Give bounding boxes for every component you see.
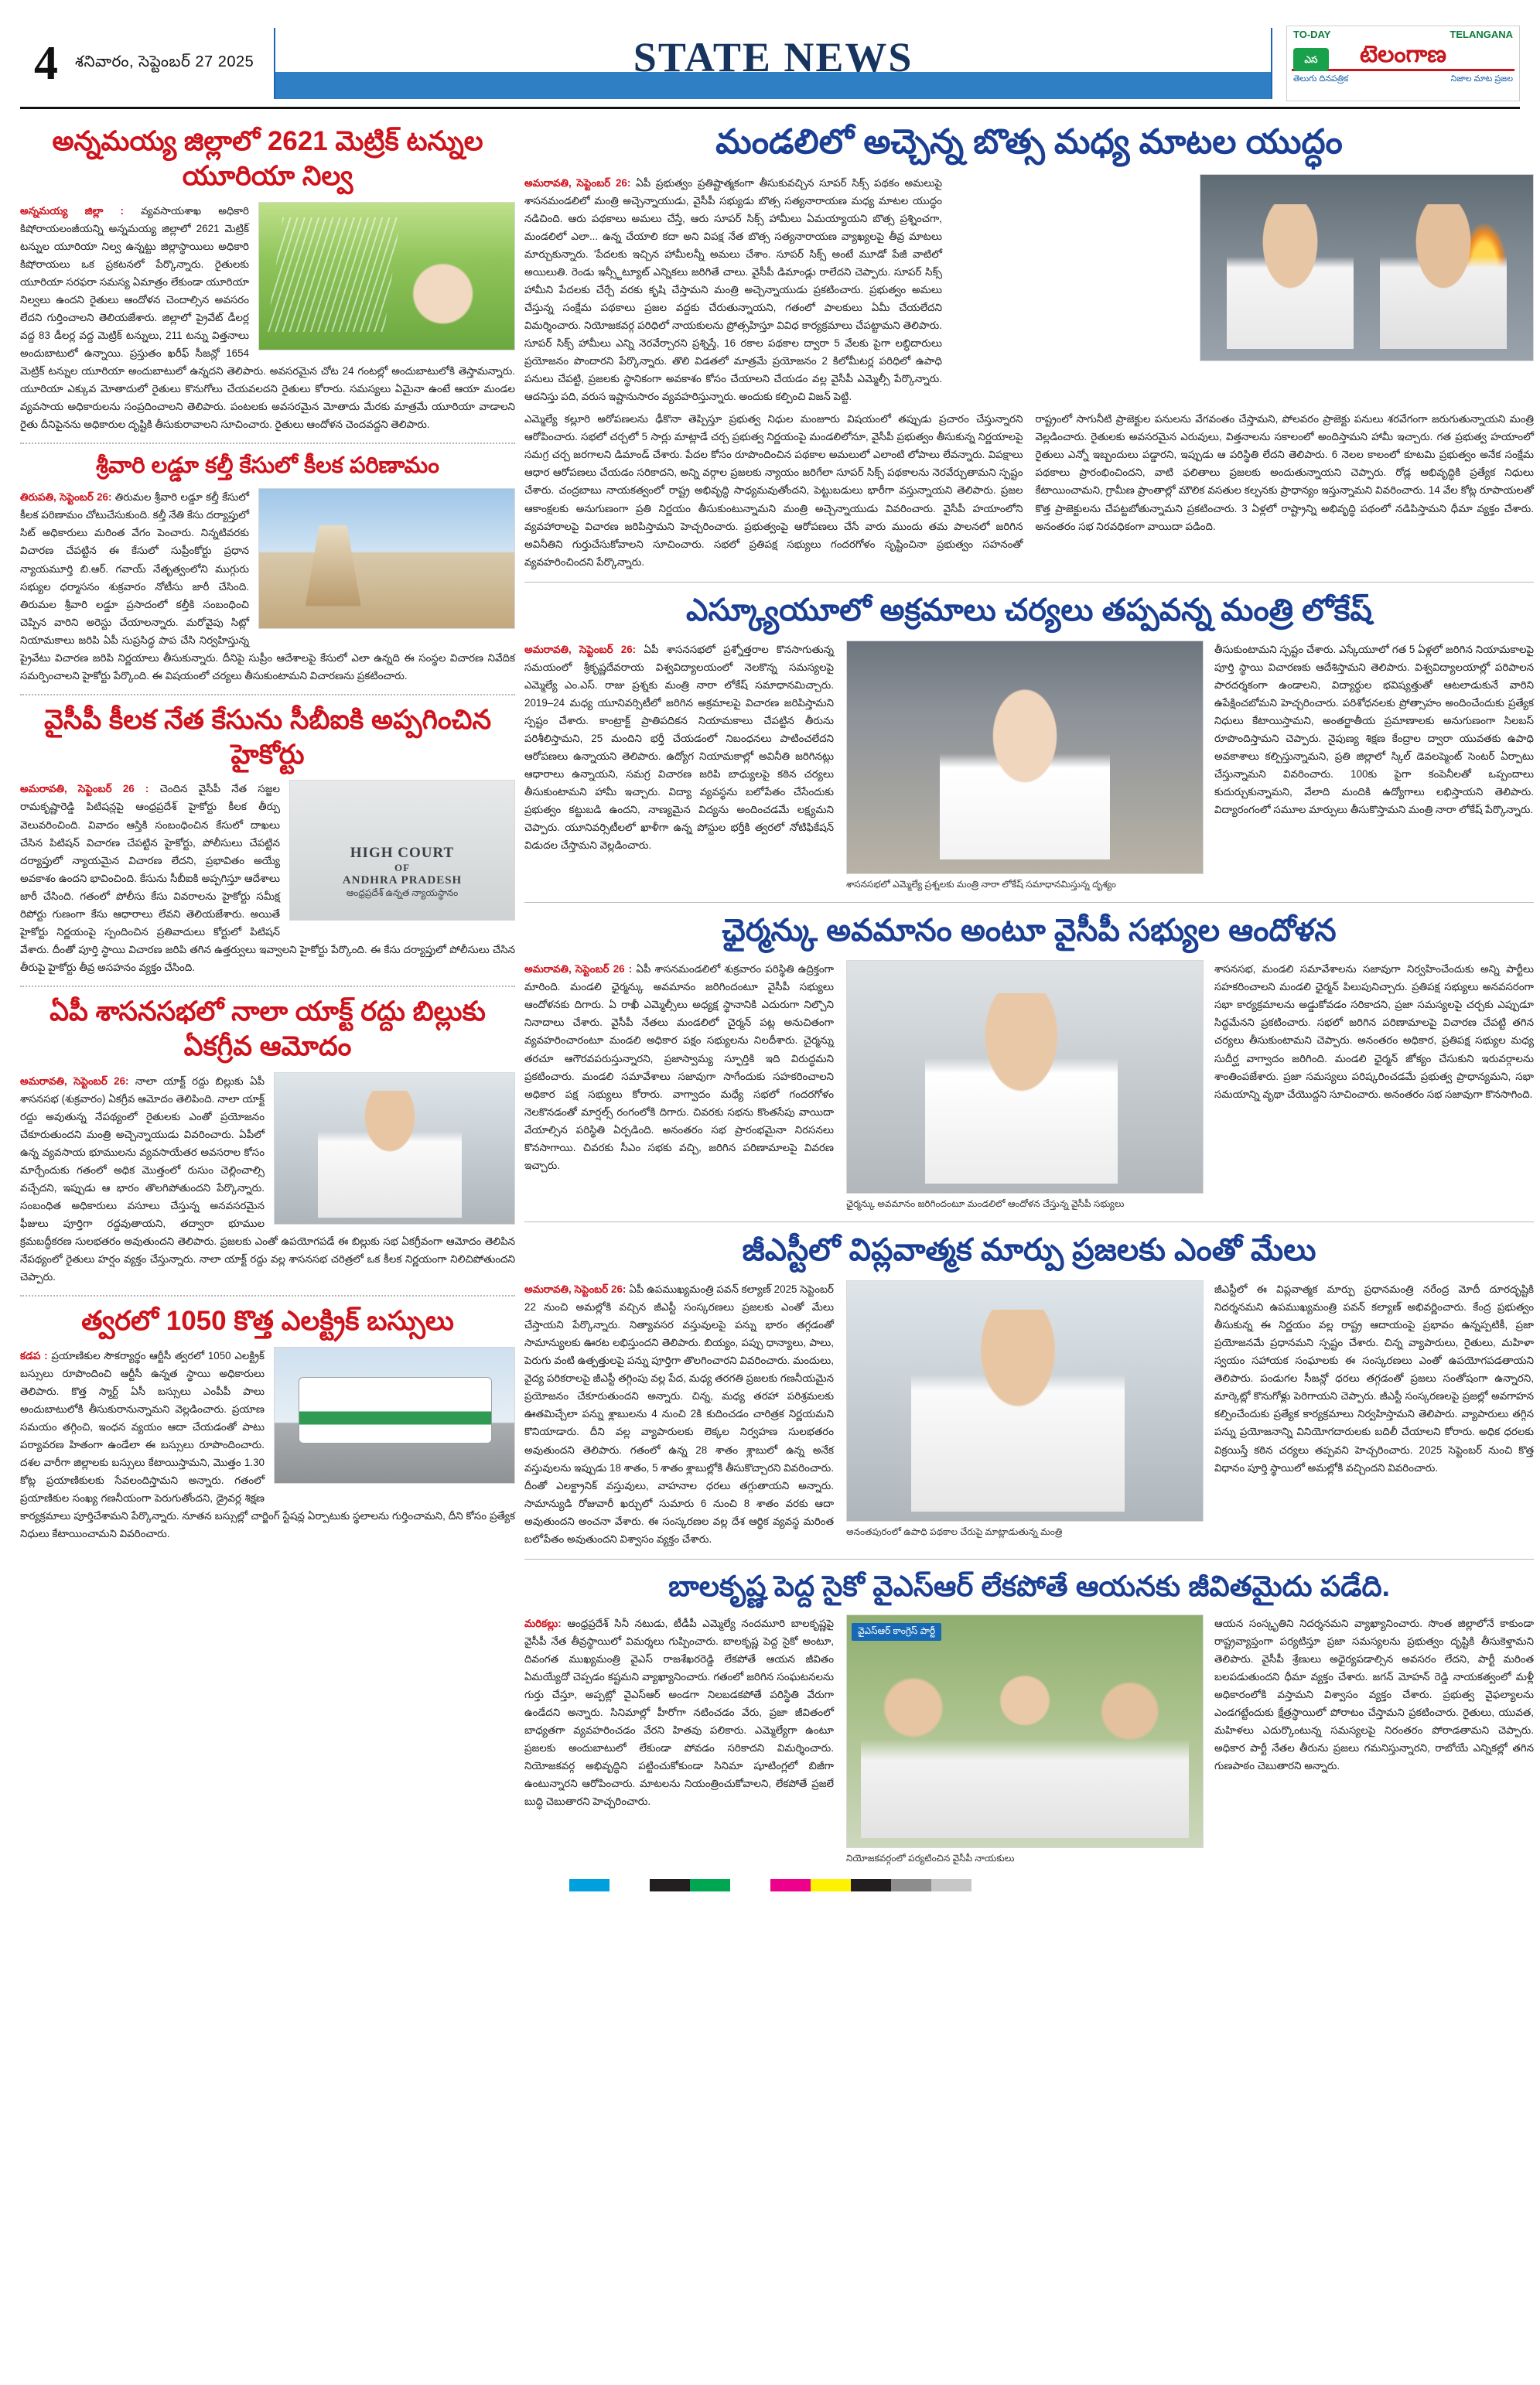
article-nala-act-text: నాలా యాక్ట్ రద్దు బిల్లుకు ఏపీ శాసనసభ (శుక్రవారం) ఏకగ్రీవ ఆమోదం తెలిపింది. నాలా యాక్ట్ రద్దు అవుతున్న నేపథ్యంలో రైతులకు ఎంతో ప్రయోజనం చేకూరుతుందని మంత్రి అచ్చెన్నాయుడు వివరించారు. ఏపీలో ఉన్న వ్యవసాయ భూములను వ్యవసాయేతర అవసరాల కోసం మార్చేందుకు గతంలో అధిక మొత్తంలో రుసుం చెల్లించాల్సి వచ్చేదని, ఇప్పుడు ఆ భారం తొలగిపోతుందని పేర్కొన్నారు. సంబంధిత అధికారులు వసూలు చేస్తున్న అనవసరమైన ఫీజులు పూర్తిగా రద్దవుతాయని, తద్వారా భూముల క్రమబద్ధీకరణ సులభతరం అవుతుందని తెలిపారు. ప్రజలకు ఎంతో ఉపయోగపడే ఈ బిల్లుకు సభ ఏకగ్రీవంగా ఆమోదం తెలిపిన నేపథ్యంలో రైతులు హర్షం వ్యక్తం చేస్తున్నారు. నాలా యాక్ట్ రద్దు వల్ల శాసనసభ చరిత్రలో ఒక కీలక నిర్ణయంగా నిలిచిపోతుందని చెప్పారు. <box>20 1075 515 1283</box>
article-ycp-cbi <box>20 703 515 976</box>
article-gst-dateline: అమరావతి, సెప్టెంబర్ 26: <box>524 1283 627 1296</box>
article-gst-caption: అనంతపురంలో ఉపాధి పథకాల చేరుపై మాట్లాడుతున్న మంత్రి <box>846 1526 1063 1538</box>
section-title-banner <box>274 28 1272 99</box>
article-botsa-col3: రాష్ట్రంలో సాగునీటి ప్రాజెక్టుల పనులను వేగవంతం చేస్తామని, పోలవరం ప్రాజెక్టు పనులు శరవేగంగా జరుగుతున్నాయని మంత్రి వెల్లడించారు. రైతులకు అవసరమైన ఎరువులు, విత్తనాలను సకాలంలో అందిస్తామని హామీ ఇచ్చారు. గత ప్రభుత్వ హయాంలో రైతులు ఎన్నో ఇబ్బందులు పడ్డారని, ఇప్పుడు ఆ పరిస్థితి లేదని తెలిపారు. 6 నెలల కాలంలో కూటమి ప్రభుత్వం అనేక సంక్షేమ పథకాలు ప్రారంభించిందని, వాటి ఫలితాలు ప్రజలకు అందుతున్నాయని చెప్పారు. రోడ్ల అభివృద్ధికి ప్రత్యేక నిధులు కేటాయించామని, గ్రామీణ ప్రాంతాల్లో మౌలిక వసతుల కల్పనకు ప్రాధాన్యం ఇస్తున్నామని వివరించారు. 14 వేల కోట్ల రూపాయలతో కొత్త ప్రాజెక్టులను చేపట్టబోతున్నామని ప్రకటించారు. 3 ఏళ్లలో రాష్ట్రాన్ని అభివృద్ధి పథంలో నడిపిస్తామని ధీమా వ్యక్తం చేశారు. అనంతరం సభ నిరవధికంగా వాయిదా పడింది. <box>1035 413 1534 532</box>
article-gst <box>524 1232 1534 1548</box>
logo-top-right: TELANGANA <box>1450 29 1513 40</box>
article-lokesh-col-right: తీసుకుంటామని స్పష్టం చేశారు. ఎస్కేయూలో గత 5 ఏళ్లలో జరిగిన నియామకాలపై పూర్తి స్థాయి విచారణకు ఆదేశిస్తామని తెలిపారు. విశ్వవిద్యాలయాల్లో పరిపాలన పారదర్శకంగా ఉండాలని, విద్యార్థుల భవిష్యత్తుతో ఆటలాడుకునే వారిని ఉపేక్షించబోమని హెచ్చరించారు. పరిశోధనలకు ప్రోత్సాహం అందించేందుకు ప్రత్యేక నిధులు కేటాయిస్తామని, అంతర్జాతీయ ప్రమాణాలకు అనుగుణంగా సిలబస్ రూపొందిస్తామని చెప్పారు. నైపుణ్య శిక్షణ కేంద్రాల ద్వారా యువతకు ఉపాధి అవకాశాలు కల్పిస్తున్నామని, ప్రతి జిల్లాలో స్కిల్ డెవలప్మెంట్ సెంటర్ ఏర్పాటు చేస్తున్నామని వివరించారు. 100కు పైగా కంపెనీలతో ఒప్పందాలు కుదుర్చుకున్నామని, వేలాది మందికి ఉద్యోగాలు లభిస్తాయని తెలిపారు. విద్యారంగంలో సమూల మార్పులు తీసుకొస్తామని మంత్రి నారా లోకేష్ పేర్కొన్నారు. <box>1214 643 1534 815</box>
article-chairman-headline: ఛైర్మన్కు అవమానం అంటూ వైసీపీ సభ్యుల ఆందోళన <box>722 913 1337 948</box>
logo-sub-row <box>1287 73 1519 86</box>
article-chairman-caption: ఛైర్మన్కు అవమానం జరిగిందంటూ మండలిలో ఆందోళన చేస్తున్న వైసీపీ సభ్యులు <box>846 1198 1125 1210</box>
colorbar-swatch <box>891 1879 931 1891</box>
article-botsa-dateline: అమరావతి, సెప్టెంబర్ 26: <box>524 176 631 189</box>
print-registration-colorbar <box>569 1879 971 1891</box>
article-botsa-text-1: ఏపీ ప్రభుత్వం ప్రతిష్టాత్మకంగా తీసుకువచ్చిన సూపర్ సిక్స్ పథకం అమలుపై శాసనమండలిలో మంత్రి అచ్చెన్నాయుడు, వైసీపీ సభ్యుడు బొత్స సత్యనారాయణ మధ్య మాటల యుద్ధం నడిచింది. ఆరు పథకాలు అమలు చేస్తే, ఆరు సూపర్ సిక్స్ హామీలు ఏమయ్యాయని బొత్స ప్రశ్నించగా, మండలిలో ఎలా... ఉన్న చేయాలి కదా అని విపక్ష నేత బొత్స సత్యనారాయణ వ్యాఖ్యలపై తీవ్ర మాటలు మార్చుకున్నారు. 'పేదలకు ఇచ్చిన హామీలన్నీ అమలు చేశాం. సూపర్ సిక్స్ అంటే మూడో పేజీ వాటిలో అయిలుతి. రెండు ఇన్స్టీట్యూట్ ఎన్నికలు జరిగితే చాలు. వైసీపీ డిమాండ్లు రాలేదని చెప్పారు. సూపర్ సిక్స్ హామీని పేదలకు చేర్చే వరకు కృషి చేస్తామని మంత్రి అచ్చెన్నాయుడు ప్రకటించారు. ప్రభుత్వం అమలు చేస్తున్న సంక్షేమ పథకాలు ప్రజల వద్దకు చేరుతున్నాయని, గతంలో పాలకులు ఏమీ చేయలేదని విమర్శించారు. నియోజకవర్గ పరిధిలో నాయకులను ప్రోత్సహిస్తూ వివిధ కార్యక్రమాలు చేపట్టామని తెలిపారు. సూపర్ సిక్స్ హామీలు ఎన్ని నెరవేర్చారని ప్రశ్నిస్తే, 16 రకాల పథకాల ద్వారా 5 వేలకు పైగా లబ్ధిదారులు ప్రయోజనం పొందారని పేర్కొన్నారు. తొలి విడతలో మాత్రమే ప్రయోజనం 2 కిలోమీటర్ల పరిధిలో ఉపాధి పనులు చేపట్టి, ప్రజలకు స్థానికంగా అవకాశం కోసం చేయాలని చేయడం వల్ల వైసీపీ ఎమ్మెల్సీ పేర్కొన్నారు. ఆదనిస్తు పది, వరుస ఇష్టానుసారం వ్యవహరిస్తున్నారు. అందుకు కల్పించి విజన్ పెట్టి. <box>524 176 942 403</box>
article-balakrishna-dateline: మరికల్లు: <box>524 1617 562 1629</box>
article-botsa-col2: ఎమ్మెల్యే కల్లూరి అరోపణలను ఢీకొనా తెప్పిస్తూ ప్రభుత్వ నిధుల మంజూరు విషయంలో తప్పుడు ప్రచారం చేస్తున్నారని ఆరోపించారు. సభలో చర్చలో 5 సార్లు మాట్లాడే చర్చ ప్రభుత్వ నిర్ణయంపై మండలిలోనూ, వైసీపీ ప్రభుత్వం తీసుకున్న నిర్ణయాలపై సమగ్ర చర్చ జరగాలని డిమాండ్ చేశారు. పేదల కోసం రూపొందించిన పథకాల అమలులో ఎలాంటి లోపాలు లేవన్నారు. విపక్షాలు ఆధార ఆరోపణలు చేయడం సరికాదని, అన్ని వర్గాల ప్రజలకు న్యాయం జరిగేలా సూపర్ సిక్స్ పథకాలను నెరవేర్చుతామని స్పష్టం చేశారు. చంద్రబాబు నాయకత్వంలో రాష్ట్ర అభివృద్ధి సాధ్యమవుతోందని, పెట్టుబడులు భారీగా వస్తున్నాయని తెలిపారు. ప్రజల ఆకాంక్షలకు అనుగుణంగా ప్రతి నిర్ణయం తీసుకుంటున్నామని మంత్రి అచ్చెన్నాయుడు వివరించారు. వైసీపీ హయాంలోని వ్యవహారాలపై విచారణ జరిపిస్తామని హెచ్చరించారు. ప్రభుత్వంపై ఆరోపణలు చేసే వారు ముందు తమ పాలనలో జరిగిన అవినీతిని గుర్తుచేసుకోవాలని సూచించారు. సభలో ప్రతిపక్ష సభ్యులు గందరగోళం సృష్టించినా ప్రభుత్వం సహనంతో వ్యవహరించిందని పేర్కొన్నారు. <box>524 413 1023 568</box>
article-gst-col-right: జీఎస్టీలో ఈ విప్లవాత్మక మార్పు ప్రధానమంత్రి నరేంద్ర మోదీ దూరదృష్టికి నిదర్శనమని ఉపముఖ్యమంత్రి పవన్ కల్యాణ్ అభివర్ణించారు. కేంద్ర ప్రభుత్వం తీసుకున్న ఈ నిర్ణయం వల్ల రాష్ట్ర ఆదాయంపై ప్రభావం ఉన్నప్పటికీ, ప్రజా ప్రయోజనమే ప్రధానమని స్పష్టం చేశారు. చిన్న వ్యాపారులు, రైతులు, మహిళా స్వయం సహాయక సంఘాలకు ఈ సంస్కరణలు ఎంతో ఉపయోగపడతాయని తెలిపారు. పండుగల సీజన్లో ధరలు తగ్గడంతో ప్రజలు సంతోషంగా ఉన్నారని, మార్కెట్లో కొనుగోళ్లు పెరిగాయని చెప్పారు. జీఎస్టీ సంస్కరణలపై ప్రజల్లో అవగాహన కల్పించేందుకు ప్రత్యేక కార్యక్రమాలు నిర్వహిస్తామని తెలిపారు. వ్యాపారులు తగ్గిన పన్ను ప్రయోజనాన్ని వినియోగదారులకు బదిలీ చేయాలని కోరారు. అధిక ధరలకు విక్రయిస్తే కఠిన చర్యలు తప్పవని హెచ్చరించారు. 2025 సెప్టెంబర్ నుంచి కొత్త విధానం పూర్తి స్థాయిలో అమల్లోకి వచ్చిందని వివరించారు. <box>1214 1283 1534 1474</box>
publication-date: శనివారం, సెప్టెంబర్ 27 2025 <box>75 53 254 70</box>
article-chairman <box>524 912 1534 1211</box>
left-column <box>20 120 515 1865</box>
article-balakrishna <box>524 1569 1534 1865</box>
article-botsa-col1 <box>524 174 942 406</box>
colorbar-swatch <box>690 1879 730 1891</box>
article-lokesh-caption: శాసనసభలో ఎమ్మెల్యే ప్రశ్నలకు మంత్రి నారా లోకేష్ సమాధానమిస్తున్న దృశ్యం <box>846 878 1116 890</box>
colorbar-swatch <box>730 1879 770 1891</box>
article-laddu-photo <box>258 488 515 629</box>
colorbar-swatch <box>811 1879 851 1891</box>
divider-1 <box>20 442 515 444</box>
divider-2 <box>20 694 515 695</box>
article-botsa <box>524 121 1534 571</box>
article-nala-act-headline: ఏపీ శాసనసభలో నాలా యాక్ట్ రద్దు బిల్లుకు ఏకగ్రీవ ఆమోదం <box>50 996 486 1061</box>
logo-wordmark: టెలంగాణ <box>1359 42 1447 67</box>
divider-3 <box>20 986 515 987</box>
article-lokesh-headline: ఎస్క్యూయూలో అక్రమాలు చర్యలు తప్పవన్న మంత్రి లోకేష్ <box>686 593 1372 627</box>
article-gst-col-left <box>524 1280 834 1548</box>
divider-5 <box>524 582 1534 583</box>
article-laddu-headline: శ్రీవారి లడ్డూ కల్తీ కేసులో కీలక పరిణామం <box>96 453 439 479</box>
article-ycp-cbi-dateline: అమరావతి, సెప్టెంబర్ 26 : <box>20 783 149 795</box>
article-lokesh-text-left: ఏపీ శాసనసభలో ప్రశ్నోత్తరాల కొనసాగుతున్న సమయంలో శ్రీకృష్ణదేవరాయ విశ్వవిద్యాలయంలో నెలకొన్న సమస్యలపై ఎమ్మెల్యే ఎం.ఎస్. రాజు ప్రశ్నకు మంత్రి నారా లోకేష్ సమాధానమిచ్చారు. 2019–24 మధ్య యూనివర్సిటీలో జరిగిన అక్రమాలపై విచారణ జరిపిస్తామని స్పష్టం చేశారు. కాంట్రాక్ట్ ప్రాతిపదికన నియామకాలు చేపట్టిన తీరును పరిశీలిస్తామని, 25 మందిని భర్తీ చేయడంలో నిబంధనలు పాటించలేదని ఆరోపణలు ఉన్నాయని తెలిపారు. ఉద్యోగ నియామకాల్లో అవినీతి జరిగినట్లు ఆధారాలు ఉన్నాయని, సమగ్ర విచారణ జరిపి బాధ్యులపై కఠిన చర్యలు తీసుకుంటామని హామీ ఇచ్చారు. విద్యా వ్యవస్థను బలోపేతం చేసేందుకు ప్రభుత్వం కట్టుబడి ఉందని, నాణ్యమైన విద్యను అందించడమే లక్ష్యమని చెప్పారు. యూనివర్సిటీలలో ఖాళీగా ఉన్న పోస్టుల భర్తీకి త్వరలో నోటిఫికేషన్ విడుదల చేస్తామని వెల్లడించారు. <box>524 643 834 852</box>
article-urea-photo <box>258 202 515 350</box>
article-lokesh-photo <box>846 641 1204 874</box>
colorbar-swatch <box>650 1879 690 1891</box>
logo-top-left: TO-DAY <box>1293 29 1331 40</box>
party-poster-label: వైఎస్ఆర్ కాంగ్రెస్ పార్టీ <box>852 1623 941 1641</box>
article-ebuses-dateline: కడప : <box>20 1349 48 1362</box>
article-nala-act-dateline: అమరావతి, సెప్టెంబర్ 26: <box>20 1075 129 1087</box>
colorbar-swatch <box>770 1879 811 1891</box>
article-laddu-text: తిరుమల శ్రీవారి లడ్డూ కల్తీ కేసులో కీలక పరిణామం చోటుచేసుకుంది. కల్తీ నేతి కేసు దర్యాప్తులో సిట్ అధికారులు మరింత వేగం పెంచారు. నిన్నటివరకు విచారణ చేపట్టిన ఈ కేసులో సుప్రీంకోర్టు ప్రధాన న్యాయమూర్తి బి.ఆర్. గవాయ్ నేతృత్వంలోని ముగ్గురు సభ్యుల ధర్మాసనం శుక్రవారం నోటీసు జారీ చేసింది. తిరుమల శ్రీవారి లడ్డూ ప్రసాదంలో కల్తీకి సంబంధించి చెప్పిన వారిని అరెస్టు చేయాలన్నారు. మరోవైపు సిట్లో నియామకాలు జరిపి ఏపీ సుప్రసిద్ధ పాప చేసి నిర్వహిస్తున్న ప్రైవేటు విచారణ జరిపి నిర్ణయాలు తీసుకున్నారు. దీనిపై సుప్రీం ఆదేశాలపై కేసులో ఎలా ఉన్నది ఈ సంస్థల విచారణ నివేదిక సమర్పించాలని హైకోర్టు పేర్కొంది. ఈ విషయంలో చర్యలు తీసుకుంటామని విచారణను ప్రకటించారు. <box>20 491 515 682</box>
article-laddu-dateline: తిరుపతి, సెప్టెంబర్ 26: <box>20 491 112 504</box>
article-urea <box>20 125 515 433</box>
article-chairman-col-left <box>524 960 834 1211</box>
article-balakrishna-col-left <box>524 1614 834 1865</box>
article-ebuses <box>20 1304 515 1543</box>
logo-top-row <box>1287 26 1519 40</box>
article-botsa-headline: మండలిలో అచ్చెన్న బొత్స మధ్య మాటల యుద్ధం <box>715 123 1343 161</box>
article-chairman-col-right: శాసనసభ, మండలి సమావేశాలను సజావుగా నిర్వహించేందుకు అన్ని పార్టీలు సహకరించాలని మండలి ఛైర్మన్ పిలుపునిచ్చారు. ప్రతిపక్ష సభ్యులు అనవసరంగా సభా కార్యక్రమాలను అడ్డుకోవడం సరికాదని, ప్రజా సమస్యలపై చర్చకు ఎప్పుడూ సిద్ధమేనని ప్రకటించారు. సభలో జరిగిన పరిణామాలపై విచారణ చేపట్టి తగిన చర్యలు తీసుకుంటామని చెప్పారు. అనంతరం అధికార, ప్రతిపక్ష సభ్యుల మధ్య సుదీర్ఘ వాగ్వాదం జరిగింది. మండలి ఛైర్మన్ జోక్యం చేసుకుని ఇరువర్గాలను శాంతింపజేశారు. ప్రజా సమస్యలు పరిష్కరించడమే ప్రభుత్వ ప్రాధాన్యమని, సభా సమయాన్ని వృథా చేయొద్దని సూచించారు. అనంతరం సభ సజావుగా కొనసాగింది. <box>1214 963 1534 1100</box>
article-ycp-cbi-headline: వైసీపీ కీలక నేత కేసును సీబీఐకి అప్పగించిన హైకోర్టు <box>43 704 492 770</box>
flame-icon <box>1462 223 1507 288</box>
court-building-label: HIGH COURT OF ANDHRA PRADESH ఆంధ్రప్రదేశ్ ఉన్నత న్యాయస్థానం <box>342 845 463 899</box>
page-number: 4 <box>34 37 58 90</box>
article-nala-act <box>20 995 515 1286</box>
divider-8 <box>524 1559 1534 1560</box>
article-nala-act-photo <box>274 1072 515 1225</box>
article-ycp-cbi-text: చెందిన వైసీపీ నేత సజ్జల రామకృష్ణారెడ్డి పిటిషన్లపై ఆంధ్రప్రదేశ్ హైకోర్టు కీలక తీర్పు వెలువరించింది. వివాదం ఆస్తికి సంబంధించిన కేసులో దాఖలు చేసిన పిటిషన్ విచారణ చేపట్టిన హైకోర్టు, పోలీసులు చేపట్టిన దర్యాప్తులో న్యాయమైన విచారణ లేదని, ప్రభావితం అయ్యే అవకాశం ఉందని భావించింది. కేసును సీబీఐకి అప్పగిస్తూ ఆదేశాలు జారీ చేసింది. గతంలో పోలీసు కేసు వివరాలను హైకోర్టు సమీక్ష రిపోర్టు గుణంగా కేసు ఆధారాలు లేవని తెలియజేశారు. అయితే హైకోర్టు నిర్ణయంపై స్పందించిన ప్రతివాదులు కోర్టులో పిటిషన్ వేశారు. దీంతో పూర్తి స్థాయి విచారణ జరిపి తగిన ఉత్తర్వులు ఇవ్వాలని హైకోర్టు పేర్కొంది. ఈ కేసు దర్యాప్తులో పోలీసులు చేసిన తీరుపై హైకోర్టు తీవ్ర అసహనం వ్యక్తం చేసింది. <box>20 783 515 973</box>
colorbar-swatch <box>569 1879 610 1891</box>
article-ycp-cbi-photo <box>289 780 515 921</box>
article-lokesh-col-left <box>524 641 834 891</box>
article-laddu <box>20 452 515 685</box>
article-gst-text-left: ఏపీ ఉపముఖ్యమంత్రి పవన్ కల్యాణ్ 2025 సెప్టెంబర్ 22 నుంచి అమల్లోకి వచ్చిన జీఎస్టీ సంస్కరణలు ప్రజలకు ఎంతో మేలు చేస్తాయని పేర్కొన్నారు. నిత్యావసర వస్తువులపై పన్ను భారం తగ్గడంతో సామాన్యులకు ఊరట లభిస్తుందని తెలిపారు. బియ్యం, పప్పు ధాన్యాలు, పాలు, పెరుగు వంటి ఉత్పత్తులపై పన్ను పూర్తిగా తొలగించారని వివరించారు. మందులు, వైద్య పరికరాలపై జీఎస్టీ తగ్గింపు వల్ల పేద, మధ్య తరగతి ప్రజలకు గణనీయమైన ప్రయోజనం చేకూరుతుందని అన్నారు. చిన్న, మధ్య తరహా పరిశ్రమలకు ఊతమిచ్చేలా పన్ను శ్లాబులను 4 నుంచి 2కి కుదించడం చారిత్రక నిర్ణయమని కొనియాడారు. దీని వల్ల వ్యాపారులకు లెక్కల నిర్వహణ సులభతరం అవుతుందని తెలిపారు. గతంలో ఉన్న 28 శాతం శ్లాబులో ఉన్న అనేక వస్తువులను ఇప్పుడు 18 శాతం, 5 శాతం శ్లాబుల్లోకి తీసుకొచ్చారని వివరించారు. దీంతో ఎలక్ట్రానిక్ వస్తువులు, వాహనాల ధరలు తగ్గుతాయని అన్నారు. సామాన్యుడి రోజువారీ ఖర్చులో సుమారు 6 నుంచి 8 శాతం వరకు ఆదా అవుతుందని అంచనా వేశారు. ఈ సంస్కరణల వల్ల దేశ ఆర్థిక వ్యవస్థ మరింత బలోపేతం అవుతుందని విశ్వాసం వ్యక్తం చేశారు. <box>524 1283 834 1545</box>
article-ebuses-headline: త్వరలో 1050 కొత్త ఎలక్ట్రిక్ బస్సులు <box>81 1306 454 1337</box>
article-urea-text: వ్యవసాయశాఖ అధికారి కిషోరాయలంజీయన్ని అన్నమయ్య జిల్లాలో 2621 మెట్రిక్ టన్నుల యూరియా నిల్వ ఉన్నట్టు జిల్లాస్థాయిలు అధికారి కిషోరాయలు ఒక ప్రకటనలో పేర్కొన్నారు. రైతులకు యూరియా సరఫరా సమస్య ఏమాత్రం లేకుండా యూరియా నిల్వలు ఉందని రైతులు ఆందోళన చెందాల్సిన అవసరం లేదని గుర్తించాలని తెలియజేశారు. జిల్లాలో ప్రైవేట్ డీలర్ల వద్ద 83 డీలర్ల వద్ద మెట్రిక్ టన్నులు, 211 టన్ను విత్తనాలు అందుబాటులో ఉన్నాయి. ప్రస్తుతం ఖరీఫ్ సీజన్లో 1654 మెట్రిక్ టన్నుల యూరియా అందుబాటులో ఉన్నదని తెలిపారు. అవసరమైన చోట 24 గంటల్లో అందుబాటులోకి తెస్తామన్నారు. యూరియా ఎక్కువ మోతాదులో రైతులు కొనుగోలు చేయవలదని రైతులు కోరారు. సమస్యలు ఏమైనా ఉంటే ఆయా మండల వ్యవసాయ అధికారులను సంప్రదించాలని తెలిపారు. పంటలకు అవసరమైన మోతాదు మేరకు మాత్రమే యూరియా వాడాలని రైతు దీనిపైనను అధికారుల దృష్టికి తీసుకురావాలని సూచించారు. రైతులు ఆందోళన చెందవద్దని తెలిపారు. <box>20 204 515 431</box>
colorbar-swatch <box>931 1879 971 1891</box>
section-title: STATE NEWS <box>633 34 913 80</box>
article-botsa-photo <box>1200 174 1534 361</box>
article-chairman-photo <box>846 960 1204 1194</box>
masthead <box>20 0 1520 109</box>
article-gst-photo <box>846 1280 1204 1522</box>
article-ebuses-photo <box>274 1347 515 1484</box>
article-balakrishna-caption: నియోజకవర్గంలో పర్యటించిన వైసీపీ నాయకులు <box>846 1852 1015 1864</box>
article-urea-dateline: అన్నమయ్య జిల్లా : <box>20 204 125 217</box>
article-balakrishna-photo <box>846 1614 1204 1848</box>
logo-sub-left: తెలుగు దినపత్రిక <box>1293 74 1349 84</box>
article-urea-headline: అన్నమయ్య జిల్లాలో 2621 మెట్రిక్ టన్నుల యూరియా నిల్వ <box>52 126 483 191</box>
article-balakrishna-col-right: ఆయన సంస్కృతిని నిదర్శనమని వ్యాఖ్యానించారు. సొంత జిల్లాలోనే కాకుండా రాష్ట్రవ్యాప్తంగా పర్యటిస్తూ ప్రజా సమస్యలను ప్రభుత్వం దృష్టికి తీసుకెళ్తామని తెలిపారు. వైసీపీ శ్రేణులు అధైర్యపడాల్సిన అవసరం లేదని, పార్టీ మరింత బలపడుతుందని ధీమా వ్యక్తం చేశారు. జగన్ మోహన్ రెడ్డి నాయకత్వంలో మళ్లీ అధికారంలోకి వస్తామని విశ్వాసం వ్యక్తం చేశారు. ప్రభుత్వ వైఫల్యాలను ఎండగట్టేందుకు క్షేత్రస్థాయిలో పోరాటం చేస్తామని ప్రకటించారు. రైతులు, యువత, మహిళలు ఎదుర్కొంటున్న సమస్యలపై నిరంతరం పోరాడతామని చెప్పారు. అధికార పార్టీ నేతల తీరును ప్రజలు గమనిస్తున్నారని, రాబోయే ఎన్నికల్లో తగిన గుణపాఠం చెబుతారని అన్నారు. <box>1214 1617 1534 1772</box>
page-content-grid <box>20 109 1534 1865</box>
logo-badge: ఎస <box>1293 48 1329 71</box>
article-balakrishna-headline: బాలకృష్ణ పెద్ద సైకో వైఎస్ఆర్ లేకపోతే ఆయనకు జీవితమైదు పడేది. <box>668 1570 1390 1602</box>
publication-logo <box>1286 26 1520 101</box>
main-column <box>524 120 1534 1865</box>
article-gst-headline: జీఎస్టీలో విప్లవాత్మక మార్పు ప్రజలకు ఎంతో మేలు <box>742 1233 1316 1268</box>
colorbar-swatch <box>610 1879 650 1891</box>
article-lokesh-dateline: అమరావతి, సెప్టెంబర్ 26: <box>524 643 637 655</box>
colorbar-swatch <box>851 1879 891 1891</box>
article-ebuses-text: ప్రయాణికుల సౌకర్యార్థం ఆర్టీసీ త్వరలో 1050 ఎలక్ట్రిక్ బస్సులు రూపొందించి ఆర్టీసీ ఉన్నత స్థాయి అధికారులు తెలిపారు. కొత్త స్మార్ట్ ఏసీ బస్సులు ఎంపీపీ పాలు అందుబాటులోకి తీసుకురానున్నామని వెల్లడించారు. ప్రయాణ సమయం తగ్గించి, ఇంధన వ్యయం ఆదా చేయడంతో పాటు పర్యావరణ హితంగా ఉండేలా ఈ బస్సులు రూపొందించారు. దశల వారీగా జిల్లాలకు బస్సులు కేటాయిస్తామని, మొత్తం 1.30 కోట్ల ప్రయాణికులకు సేవలందిస్తామని అన్నారు. గతంలో ప్రయాణికుల సంఖ్య గణనీయంగా పెరుగుతోందని, డ్రైవర్ల శిక్షణ కార్యక్రమాలు పూర్తిచేశామని పేర్కొన్నారు. నూతన బస్సుల్లో చార్జింగ్ స్టేషన్ల ఏర్పాటుకు స్థలాలను గుర్తించామని, దీని కోసం ప్రత్యేక నిధులు కేటాయించామని వివరించారు. <box>20 1349 515 1540</box>
article-lokesh <box>524 592 1534 891</box>
logo-sub-right: నిజాల మాట ప్రజల <box>1450 74 1513 84</box>
divider-4 <box>20 1295 515 1297</box>
divider-6 <box>524 902 1534 903</box>
article-chairman-text-left: ఏపీ శాసనమండలిలో శుక్రవారం పరిస్థితి ఉద్రిక్తంగా మారింది. మండలి ఛైర్మన్కు అవమానం జరిగిందంటూ వైసీపీ సభ్యులు ఆందోళనకు దిగారు. ఏ రాఖీ ఎమ్మెల్సీలు అధ్యక్ష స్థానానికి ఎదురుగా నిల్చొని నినాదాలు చేశారు. వైసీపీ నేతలు మండలిలో చైర్మన్ పట్ల అనుచితంగా వ్యవహరించారంటూ మండలి అధికార పక్షం సభ్యులను నిలదీశారు. చైర్మన్ను తరచూ ఆగౌరవపరుస్తున్నారని, ప్రజాస్వామ్య స్ఫూర్తికి ఇది విరుద్ధమని ప్రకటించారు. మండలి సమావేశాలు సజావుగా సాగేందుకు సహకరించాలని అధికార పక్ష సభ్యులు కోరారు. వాగ్వాదం మధ్యే సభలో గందరగోళం నెలకొనడంతో మార్షల్స్ రంగంలోకి దిగారు. చివరకు సభను కొంతసేపు వాయిదా వేయాల్సిన పరిస్థితి ఏర్పడింది. అనంతరం సభ ప్రారంభమైనా నిరసనలు కొనసాగాయి. చివరకు సీఎం సభకు వచ్చి, జరిగిన పరిణామాలపై వివరణ ఇచ్చారు. <box>524 963 834 1171</box>
article-balakrishna-text-left: ఆంధ్రప్రదేశ్ సినీ నటుడు, టీడీపీ ఎమ్మెల్యే నందమూరి బాలకృష్ణపై వైసీపీ నేత తీవ్రస్థాయిలో విమర్శలు గుప్పించారు. బాలకృష్ణ పెద్ద సైకో అంటూ, దివంగత ముఖ్యమంత్రి వైఎస్ రాజశేఖరరెడ్డి లేకపోతే ఆయన జీవితం ఏమయ్యేదో చెప్పడం కష్టమని వ్యాఖ్యానించారు. గతంలో జరిగిన సంఘటనలను గుర్తు చేస్తూ, అప్పట్లో వైఎస్ఆర్ అండగా నిలబడకపోతే పరిస్థితి వేరుగా ఉండేదని అన్నారు. సినిమాల్లో హీరోగా నటించడం వేరు, ప్రజా జీవితంలో బాధ్యతగా వ్యవహరించడం వేరని హితవు పలికారు. ఎమ్మెల్యేగా ఉంటూ ప్రజలకు అందుబాటులో లేకుండా పోవడం సరికాదని విమర్శించారు. నియోజకవర్గ అభివృద్ధిని పట్టించుకోకుండా సినిమా షూటింగ్లలో బిజీగా ఉంటున్నారని ఆరోపించారు. మాటలను నియంత్రించుకోవాలని, లేకపోతే ప్రజలే బుద్ధి చెబుతారని హెచ్చరించారు. <box>524 1617 834 1808</box>
article-chairman-dateline: అమరావతి, సెప్టెంబర్ 26 : <box>524 963 633 976</box>
